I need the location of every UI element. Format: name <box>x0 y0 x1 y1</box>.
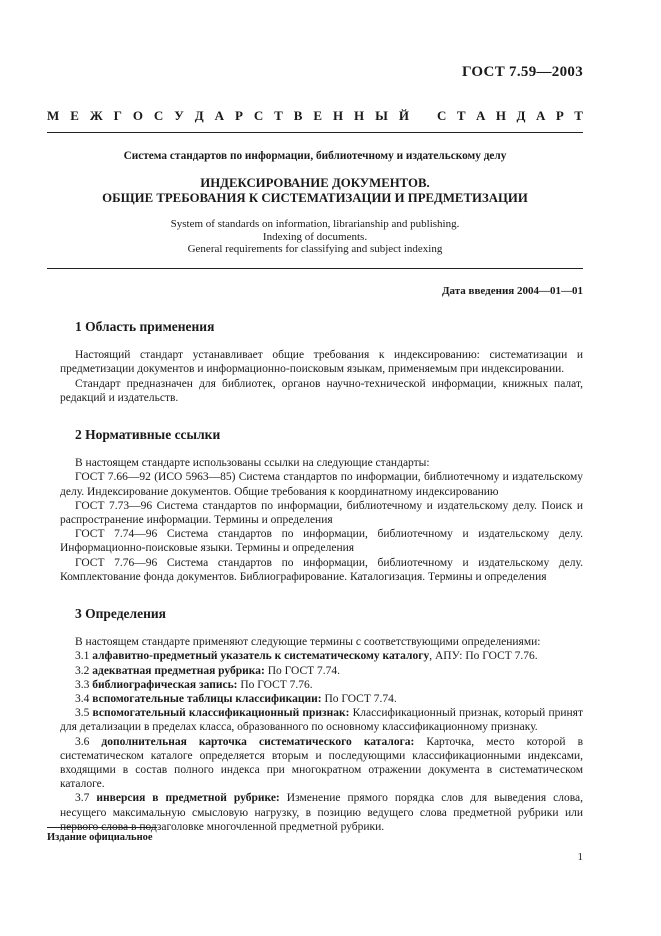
definition-item <box>60 735 583 792</box>
banner-letter: М <box>47 108 60 123</box>
reference-item: ГОСТ 7.76—96 Система стандартов по информации, библиотечному и издательскому делу. Комплектование фонда документов. Библиографирование. Каталогизация. Термины и определения <box>60 556 583 583</box>
banner-letter: А <box>214 108 224 123</box>
banner-letter: Н <box>332 108 344 123</box>
english-title-line-3: General requirements for classifying and subject indexing <box>187 243 443 255</box>
banner-letter: Т <box>574 108 583 123</box>
english-title <box>47 218 583 256</box>
official-edition-label: Издание официальное <box>47 832 153 843</box>
standard-banner <box>47 108 583 124</box>
document-title <box>47 176 583 206</box>
banner-letter: Е <box>313 108 323 123</box>
definition-number: 3.7 <box>75 792 90 805</box>
banner-letter: Д <box>194 108 204 123</box>
banner-letter: Д <box>516 108 526 123</box>
paragraph: В настоящем стандарте применяют следующие термины с соответствующими определениями: <box>75 636 541 649</box>
definition-number: 3.5 <box>75 707 90 720</box>
banner-letter: Т <box>456 108 466 123</box>
series-title: Система стандартов по информации, библиотечному и издательскому делу <box>123 150 507 162</box>
banner-letter: О <box>132 108 143 123</box>
reference-item: ГОСТ 7.73—96 Система стандартов по информации, библиотечному и издательскому делу. Поиск и распространение информации. Термины и определения <box>60 499 583 527</box>
divider-top <box>47 132 583 133</box>
banner-letter: Й <box>398 108 409 123</box>
divider-middle <box>47 268 583 269</box>
definition-number: 3.6 <box>75 735 90 748</box>
english-title-line-1: System of standards on information, librarianship and publishing. <box>170 218 460 230</box>
banner-letter: Ж <box>89 108 103 123</box>
definition-number: 3.2 <box>75 664 90 677</box>
section-heading-definitions: 3 Определения <box>75 606 166 622</box>
document-body <box>60 320 583 845</box>
banner-letter: А <box>476 108 486 123</box>
reference-item: ГОСТ 7.74—96 Система стандартов по информации, библиотечному и издательскому делу. Информационно-поисковые языки. Термины и определения <box>60 528 583 555</box>
banner-letter: Р <box>234 108 243 123</box>
definition-term: инверсия в предметной рубрике: <box>96 792 280 805</box>
reference-item: ГОСТ 7.66—92 (ИСО 5963—85) Система стандартов по информации, библиотечному и издательскому делу. Индексирование документов. Общие требования к координатному индексированию <box>60 471 583 498</box>
banner-letter: Р <box>555 108 564 123</box>
banner-letter: Е <box>70 108 79 123</box>
banner-letter: Ы <box>375 108 388 123</box>
english-title-line-2: Indexing of documents. <box>262 230 368 243</box>
definition-number: 3.3 <box>75 678 90 691</box>
definition-text: , АПУ: По ГОСТ 7.76. <box>429 650 538 663</box>
section-definitions <box>60 607 583 834</box>
banner-letter: Н <box>495 108 507 123</box>
paragraph: Настоящий стандарт устанавливает общие требования к индексированию: систематизации и предметизации документов и информационно-поисковым языкам, применяемым при индексировании. <box>60 349 583 376</box>
paragraph: Стандарт предназначен для библиотек, органов научно-технической информации, книжных палат, редакций и издательств. <box>60 377 583 404</box>
definition-item <box>60 678 583 692</box>
banner-letter: Т <box>274 108 283 123</box>
definition-text: Изменение прямого порядка слов для выведения слова, несущего максимальную смысловую нагрузку, в позицию ведущего слова предметной рубрики или первого слова в подзаголовке многочленной предметной рубрики. <box>60 792 583 833</box>
banner-letter: С <box>153 108 164 123</box>
title-line-1: ИНДЕКСИРОВАНИЕ ДОКУМЕНТОВ. <box>200 176 430 190</box>
banner-letter: У <box>174 108 184 123</box>
banner-letter: Н <box>354 108 365 123</box>
banner-word-standard <box>437 108 583 124</box>
definition-term: дополнительная карточка систематического каталога: <box>101 735 415 748</box>
definition-item <box>60 706 583 734</box>
definition-text: По ГОСТ 7.74. <box>264 664 341 677</box>
definition-number: 3.1 <box>75 650 90 663</box>
definition-text: Классификационный признак, который принят для детализации в пределах класса, образованного по основному классификационному признаку. <box>60 707 583 734</box>
banner-letter: А <box>535 108 546 123</box>
definition-text: Карточка, место которой в систематическом каталоге определяется вторым и последующими классификационными индексами, входящими в состав полного индекса при многократном отражении документа в систематическом каталоге. <box>60 735 584 791</box>
definition-term: библиографическая запись: <box>92 678 238 691</box>
banner-letter: В <box>293 108 303 123</box>
banner-word-interstate <box>47 108 409 124</box>
section-heading-references: 2 Нормативные ссылки <box>75 427 221 443</box>
banner-letter: С <box>437 108 447 123</box>
definition-item <box>60 649 583 663</box>
title-line-2: ОБЩИЕ ТРЕБОВАНИЯ К СИСТЕМАТИЗАЦИИ И ПРЕДМЕТИЗАЦИИ <box>102 191 528 205</box>
banner-letter: С <box>253 108 264 123</box>
definition-term: алфавитно-предметный указатель к систематическому каталогу <box>92 650 430 663</box>
definition-text: По ГОСТ 7.76. <box>237 678 313 691</box>
definition-term: адекватная предметная рубрика: <box>92 664 265 677</box>
definition-term: вспомогательный классификационный признак: <box>92 707 350 720</box>
definition-number: 3.4 <box>75 693 90 706</box>
page-number: 1 <box>577 851 583 863</box>
definition-term: вспомогательные таблицы классификации: <box>92 693 322 706</box>
definition-item <box>60 692 583 706</box>
definition-item <box>60 664 583 678</box>
section-scope <box>60 320 583 405</box>
paragraph: В настоящем стандарте использованы ссылки на следующие стандарты: <box>75 457 430 470</box>
divider-bottom <box>47 827 157 828</box>
section-heading-scope: 1 Область применения <box>75 319 215 334</box>
definition-text: По ГОСТ 7.74. <box>321 693 397 706</box>
section-references <box>60 428 583 584</box>
standard-code: ГОСТ 7.59—2003 <box>461 64 583 80</box>
banner-letter: Г <box>113 108 122 123</box>
introduction-date: Дата введения 2004—01—01 <box>441 285 583 297</box>
